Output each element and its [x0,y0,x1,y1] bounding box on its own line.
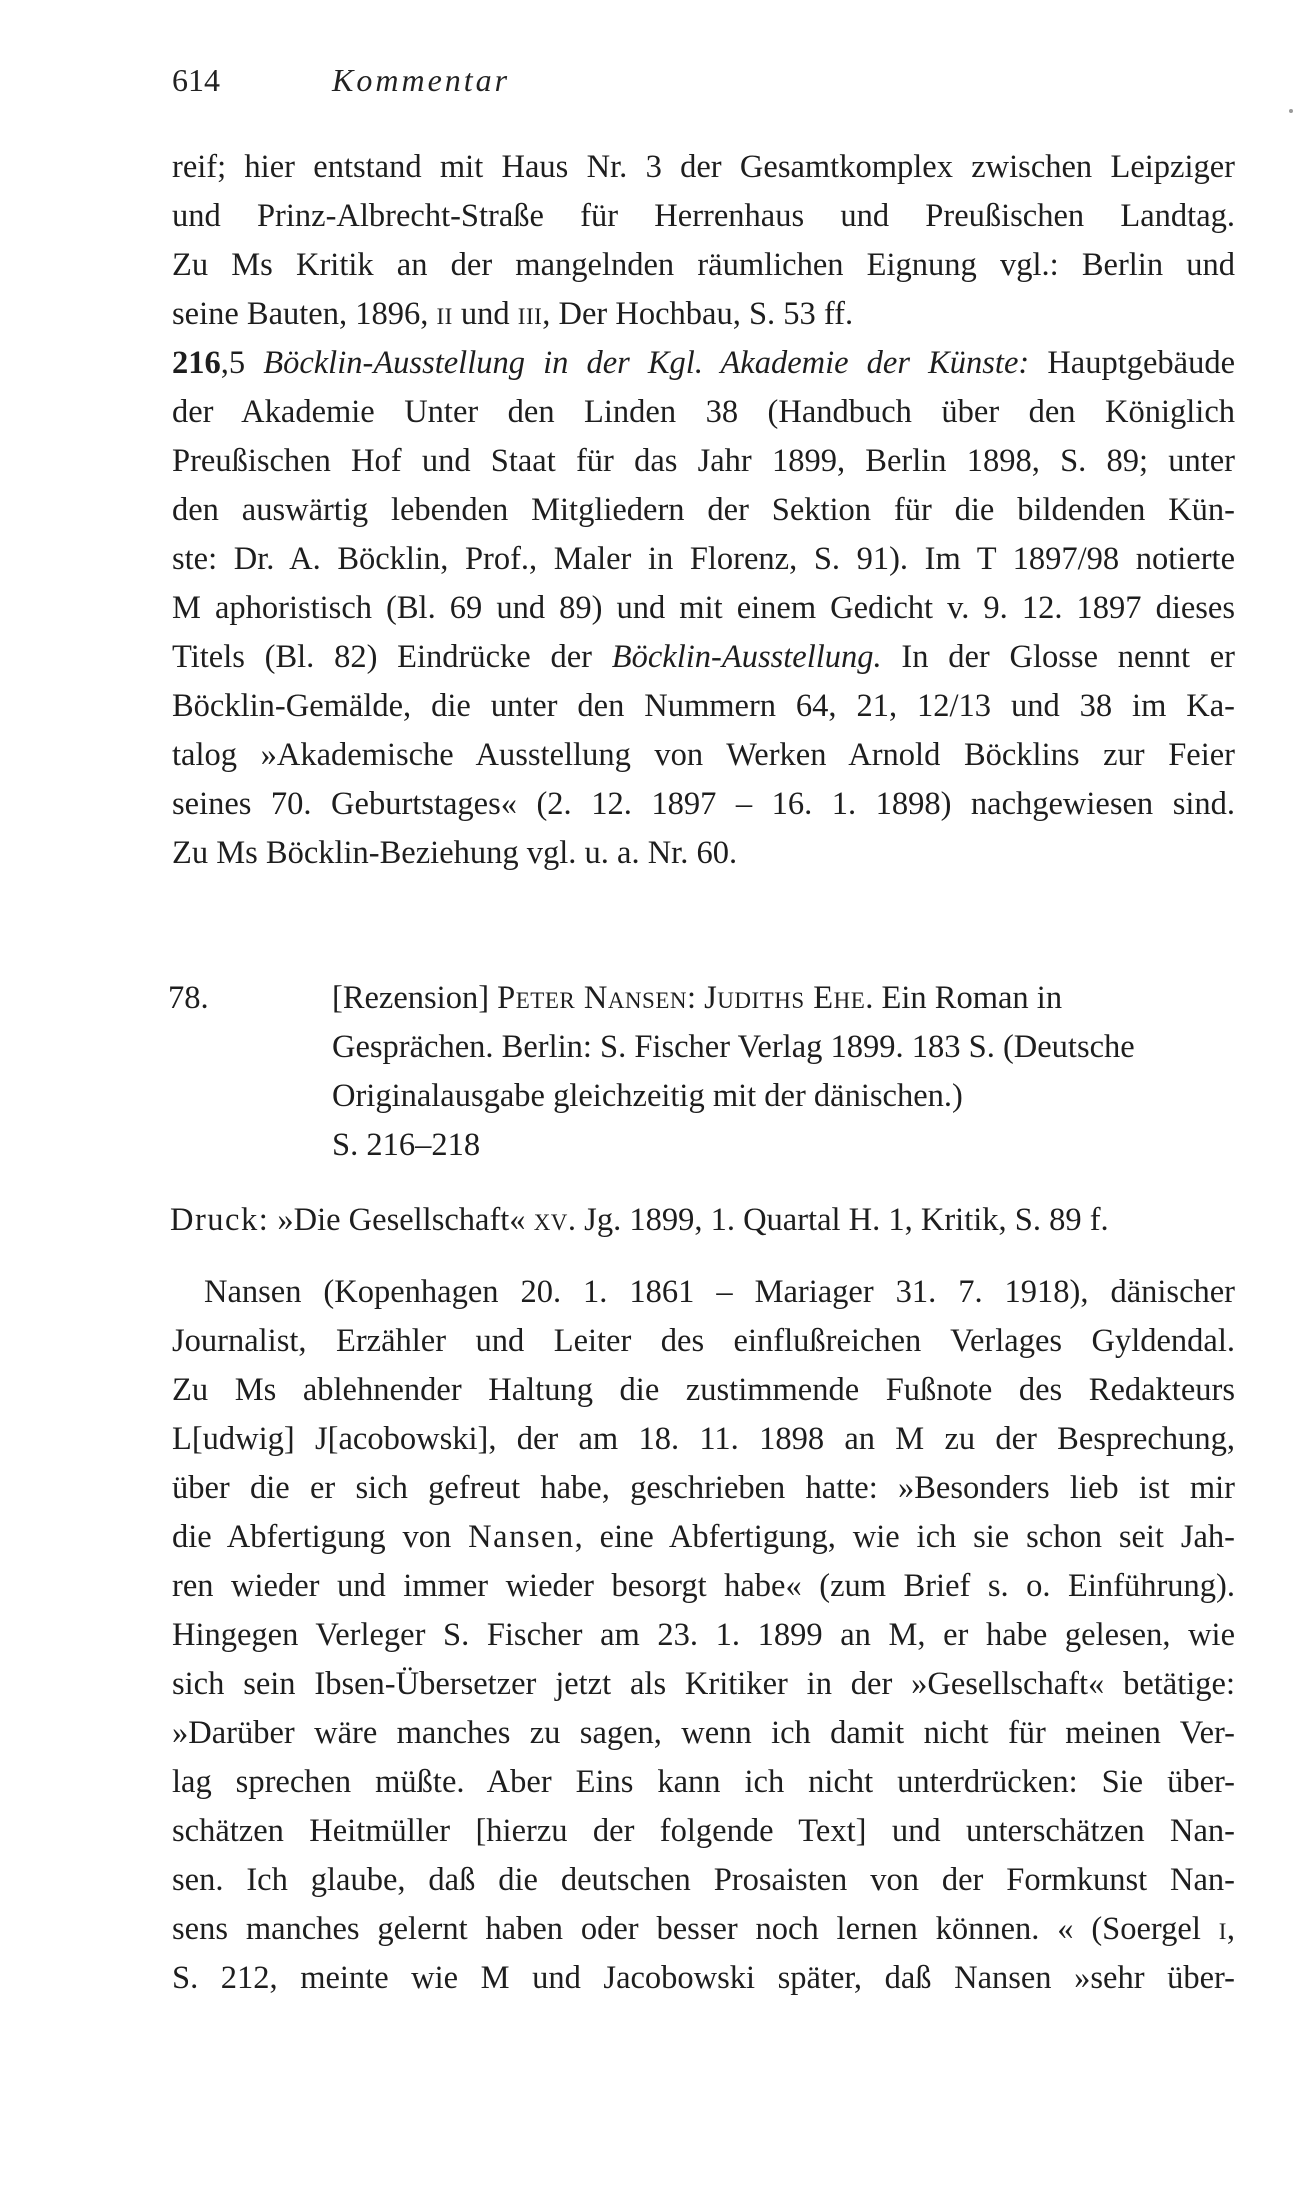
text-segment: Preußischen Hof und Staat für das Jahr 1899, Berlin 1898, S. 89; unter [172,443,1235,479]
text-segment: Nansen (Kopenhagen 20. 1. 1861 – Mariager 31. 7. 1918), dänischer [204,1274,1235,1310]
text-line [172,245,1235,285]
text-segment: Zu Ms ablehnender Haltung die zustimmende Fußnote des Redakteurs [172,1372,1235,1408]
running-head-title: Kommentar [332,62,511,98]
text-segment: Gesprächen. Berlin: S. Fischer Verlag 1899. 183 S. (Deutsche [332,1029,1135,1065]
small-caps-text: i [1218,1911,1227,1947]
small-caps-text: ii [436,296,453,332]
text-line [172,490,1235,530]
text-segment: über die er sich gefreut habe, geschrieben hatte: »Besonders lieb ist mir [172,1470,1235,1506]
bold-text: 216 [172,345,221,381]
text-segment: S. 212, meinte wie M und Jacobowski später, daß Nansen »sehr über- [172,1960,1235,1996]
text-segment: [Rezension] [332,980,498,1016]
text-line [172,1321,1235,1361]
text-segment: sen. Ich glaube, daß die deutschen Prosaisten von der Formkunst Nan- [172,1862,1235,1898]
text-line [172,392,1235,432]
text-line [172,1468,1235,1508]
text-segment: Originalausgabe gleichzeitig mit der dänischen.) [332,1078,963,1114]
text-segment: lag sprechen müßte. Aber Eins kann ich nicht unterdrücken: Sie über- [172,1764,1235,1800]
text-segment: sens manches gelernt haben oder besser noch lernen können. « (Soergel [172,1911,1219,1947]
small-caps-text: xv [533,1202,568,1238]
text-line [172,1713,1235,1753]
text-segment: , eine Abfertigung, wie ich sie schon seit Jah- [574,1519,1235,1555]
text-line [172,196,1235,236]
text-line [172,833,1235,873]
text-segment: Journalist, Erzähler und Leiter des einflußreichen Verlages Gyldendal. [172,1323,1235,1359]
text-line [172,1958,1235,1998]
text-line [172,1615,1235,1655]
text-segment: . Jg. 1899, 1. Quartal H. 1, Kritik, S. 89 f. [567,1202,1109,1238]
text-segment: Hingegen Verleger S. Fischer am 23. 1. 1899 an M, er habe gelesen, wie [172,1617,1235,1653]
small-caps-text: Peter Nansen [497,980,687,1016]
scan-speck [1289,109,1293,113]
text-segment: ,5 [220,345,264,381]
text-line [172,1860,1235,1900]
small-caps-text: iii [517,296,543,332]
text-line [172,1419,1235,1459]
text-segment: ren wieder und immer wieder besorgt habe« (zum Brief s. o. Einführung). [172,1568,1235,1604]
italic-text: Böcklin-Ausstellung in der Kgl. Akademie der Künste: [263,345,1030,381]
text-segment: S. 216–218 [332,1127,481,1163]
text-line [204,1272,1235,1312]
text-segment: den auswärtig lebenden Mitgliedern der Sektion für die bildenden Kün- [172,492,1235,528]
text-segment: die Abfertigung von [172,1519,469,1555]
text-segment: Titels (Bl. 82) Eindrücke der [172,639,612,675]
text-line [172,441,1235,481]
text-segment: ste: Dr. A. Böcklin, Prof., Maler in Florenz, S. 91). Im T 1897/98 notierte [172,541,1235,577]
text-segment: und [452,296,518,332]
text-segment: Böcklin-Gemälde, die unter den Nummern 64, 21, 12/13 und 38 im Ka- [172,688,1235,724]
text-line [172,1909,1235,1949]
text-segment: Zu Ms Kritik an der mangelnden räumlichen Eignung vgl.: Berlin und [172,247,1235,283]
text-segment: »Darüber wäre manches zu sagen, wenn ich damit nicht für meinen Ver- [172,1715,1235,1751]
text-segment: In der Glosse nennt er [881,639,1235,675]
text-segment: Nansen [468,1519,575,1555]
text-line [172,1566,1235,1606]
text-line [172,147,1235,187]
text-line [172,686,1235,726]
text-line [172,1811,1235,1851]
page-number: 614 [172,62,220,98]
druck-line [170,1200,1233,1240]
text-segment: seines 70. Geburtstages« (2. 12. 1897 – 16. 1. 1898) nachgewiesen sind. [172,786,1235,822]
text-segment: L[udwig] J[acobowski], der am 18. 11. 1898 an M zu der Besprechung, [172,1421,1235,1457]
text-line [172,539,1235,579]
text-segment: reif; hier entstand mit Haus Nr. 3 der Gesamtkomplex zwischen Leipziger [172,149,1235,185]
text-segment: und Prinz-Albrecht-Straße für Herrenhaus und Preußischen Landtag. [172,198,1235,234]
text-segment: »Die Gesellschaft« [269,1202,534,1238]
text-line [172,343,1235,383]
text-line [172,1370,1235,1410]
text-line [172,1762,1235,1802]
text-segment: seine Bauten, 1896, [172,296,437,332]
text-segment: , [1226,1911,1235,1947]
text-segment: talog »Akademische Ausstellung von Werken Arnold Böcklins zur Feier [172,737,1235,773]
entry-line [332,1125,1235,1165]
text-segment: Zu Ms Böcklin-Beziehung vgl. u. a. Nr. 60. [172,835,738,871]
text-segment: , Der Hochbau, S. 53 ff. [542,296,854,332]
italic-text: Böcklin-Ausstellung. [611,639,882,675]
text-line [172,1664,1235,1704]
text-segment: Druck: [170,1202,270,1238]
text-line [172,784,1235,824]
entry-number: 78. [168,980,209,1016]
text-segment: der Akademie Unter den Linden 38 (Handbuch über den Königlich [172,394,1235,430]
text-segment: : [687,980,705,1016]
entry-line [332,1076,1235,1116]
entry-line [332,978,1235,1018]
entry-line [332,1027,1235,1067]
text-segment: Hauptgebäude [1029,345,1235,381]
text-line [172,1517,1235,1557]
text-segment: schätzen Heitmüller [hierzu der folgende Text] und unterschätzen Nan- [172,1813,1235,1849]
text-segment: M aphoristisch (Bl. 69 und 89) und mit einem Gedicht v. 9. 12. 1897 dieses [172,590,1235,626]
text-segment: sich sein Ibsen-Übersetzer jetzt als Kritiker in der »Gesellschaft« betätige: [172,1666,1235,1702]
text-line [172,588,1235,628]
text-segment: . Ein Roman in [865,980,1063,1016]
text-line [172,637,1235,677]
small-caps-text: Judiths Ehe [704,980,866,1016]
text-line [172,735,1235,775]
text-line [172,294,1235,334]
